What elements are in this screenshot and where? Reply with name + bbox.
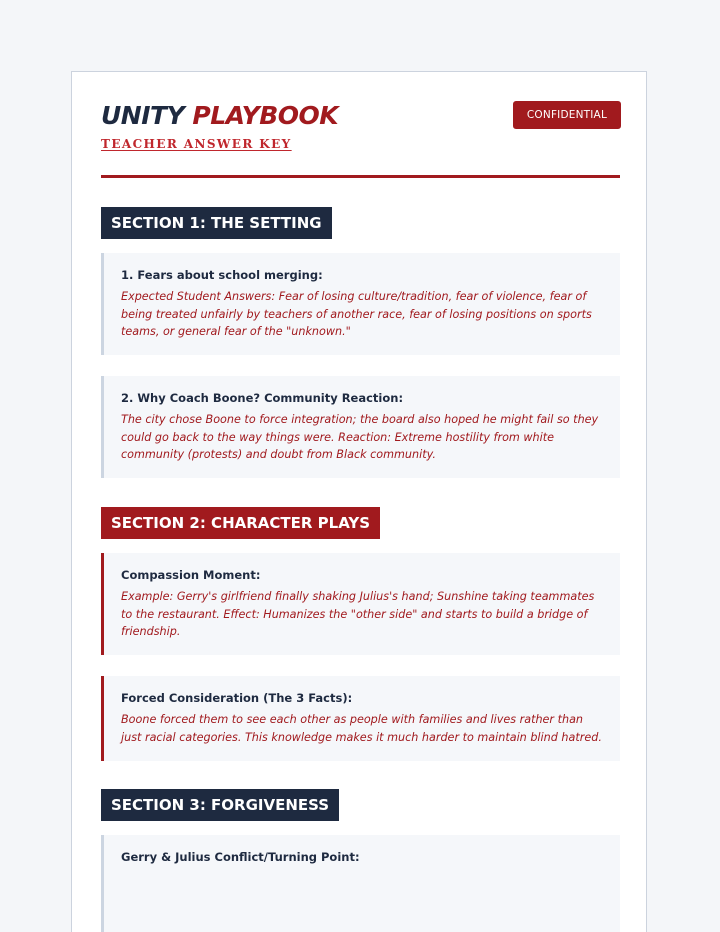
header-divider [101,175,620,178]
document-header [101,100,621,151]
question-card [101,253,620,355]
question-card [101,835,620,932]
question-label: Forced Consideration (The 3 Facts): [121,691,353,705]
title-part-unity: UNITY [101,101,185,130]
question-label: Compassion Moment: [121,568,261,582]
answer-text: Example: Gerry's girlfriend finally shaking Julius's hand; Sunshine taking teammates to the restaurant. Effect: Humanizes the "other side" and starts to build a bridge of friendship. [121,590,595,639]
question-label: 2. Why Coach Boone? Community Reaction: [121,391,404,405]
document-subtitle: TEACHER ANSWER KEY [101,137,292,151]
section-heading-forgiveness: SECTION 3: FORGIVENESS [101,789,339,821]
question-label: 1. Fears about school merging: [121,268,323,282]
question-card [101,376,620,478]
question-label: Gerry & Julius Conflict/Turning Point: [121,850,360,864]
question-card [101,553,620,655]
section-heading-setting: SECTION 1: THE SETTING [101,207,332,239]
section-heading-character-plays: SECTION 2: CHARACTER PLAYS [101,507,380,539]
answer-key-page [71,71,647,932]
answer-text: Boone forced them to see each other as people with families and lives rather than just racial categories. This knowledge makes it much harder to maintain blind hatred. [121,713,602,744]
title-part-playbook: PLAYBOOK [192,101,339,130]
confidential-badge: CONFIDENTIAL [513,101,621,129]
answer-text: The city chose Boone to force integration; the board also hoped he might fail so they could go back to the way things were. Reaction: Extreme hostility from white community (protests) and doubt from Black community. [121,413,599,462]
question-card [101,676,620,761]
answer-text: Expected Student Answers: Fear of losing culture/tradition, fear of violence, fear of being treated unfairly by teachers of another race, fear of losing positions on sports teams, or general fear of the "unknown." [121,290,592,339]
